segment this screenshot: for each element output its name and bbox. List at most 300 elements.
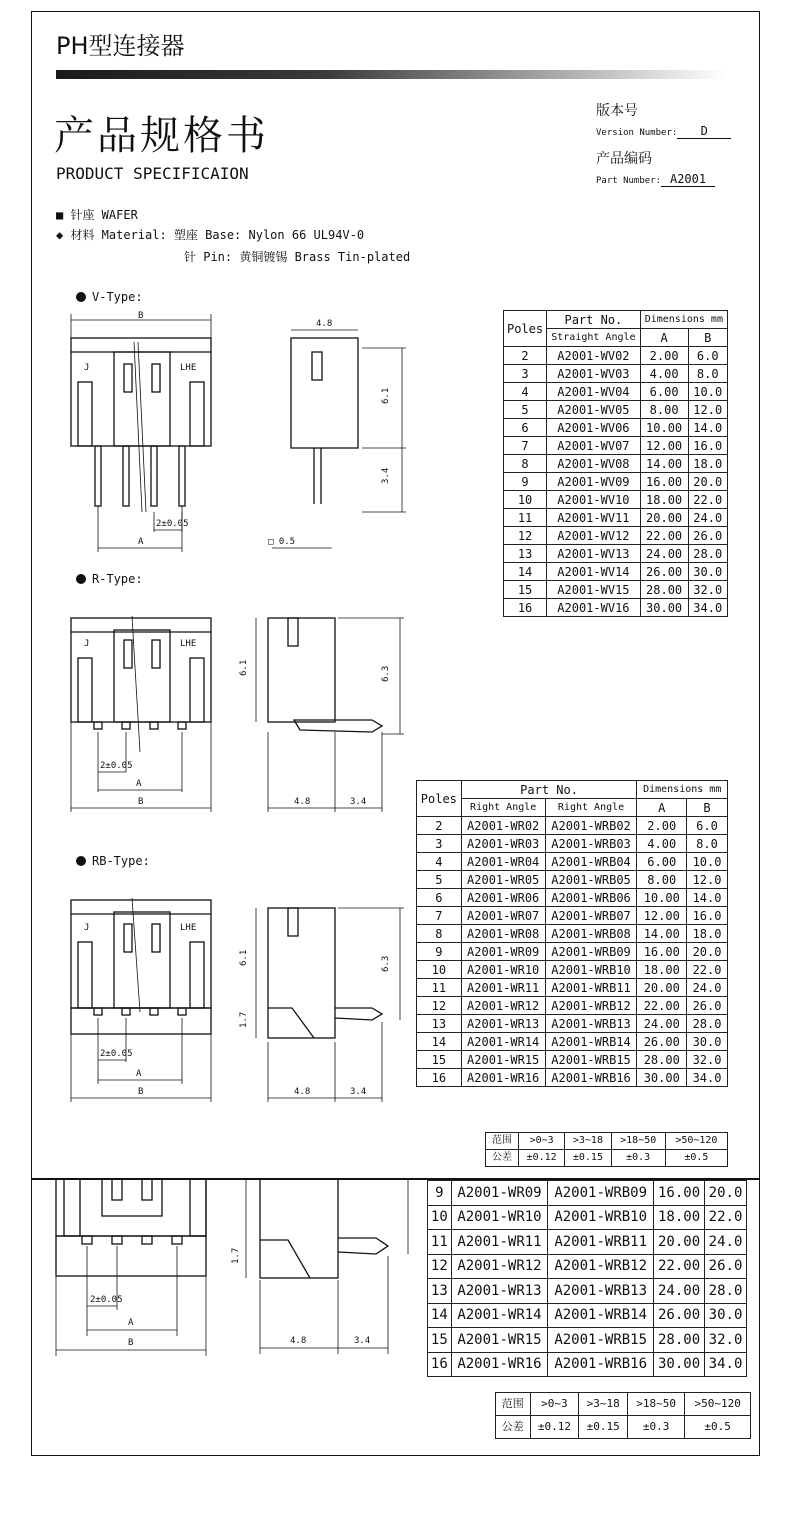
- dim-a-label: A: [138, 537, 144, 547]
- table-cell: 14: [428, 1303, 452, 1328]
- svg-text:1.7: 1.7: [239, 1011, 249, 1028]
- table-cell: 9: [504, 473, 547, 491]
- table-cell: A2001-WR12: [461, 997, 545, 1015]
- table-cell: 22.0: [688, 491, 727, 509]
- table-cell: 15: [428, 1328, 452, 1353]
- v-table-row: [504, 473, 728, 491]
- table-cell: 8.00: [640, 401, 688, 419]
- col-part-header: Part No.: [461, 781, 637, 799]
- table-cell: 14.00: [637, 925, 687, 943]
- table-cell: 16: [428, 1352, 452, 1377]
- tolerance-label-cell: 公差: [486, 1150, 519, 1167]
- table-cell: A2001-WV11: [547, 509, 641, 527]
- tolerance-cell: ±0.15: [579, 1416, 628, 1439]
- table-cell: 9: [417, 943, 462, 961]
- table-cell: A2001-WR11: [461, 979, 545, 997]
- table-cell: A2001-WV07: [547, 437, 641, 455]
- col-b-header: B: [688, 329, 727, 347]
- r-table-row: [417, 889, 728, 907]
- tolerance-cell: >50~120: [685, 1393, 751, 1416]
- table-cell: A2001-WR06: [461, 889, 545, 907]
- table-cell: 22.0: [687, 961, 728, 979]
- table-cell: A2001-WV03: [547, 365, 641, 383]
- dim-b-label: B: [138, 311, 144, 321]
- document-subtitle: PRODUCT SPECIFICAION: [56, 164, 249, 183]
- table-cell: A2001-WR14: [451, 1303, 548, 1328]
- v-table-row: [504, 401, 728, 419]
- table-cell: 10: [504, 491, 547, 509]
- table-cell: A2001-WR02: [461, 817, 545, 835]
- table-cell: 24.00: [640, 545, 688, 563]
- table-cell: 24.00: [654, 1279, 705, 1304]
- table-cell: 30.00: [640, 599, 688, 617]
- r-table-row: [417, 979, 728, 997]
- v-table-row: [504, 599, 728, 617]
- svg-text:6.1: 6.1: [239, 949, 249, 966]
- table-cell: A2001-WR08: [461, 925, 545, 943]
- table-cell: 34.0: [705, 1352, 747, 1377]
- svg-text:A: A: [128, 1318, 134, 1328]
- table-cell: 20.0: [687, 943, 728, 961]
- table-cell: 12: [428, 1254, 452, 1279]
- table-cell: 18.00: [654, 1205, 705, 1230]
- col-right-angle-b-header: Right Angle: [545, 799, 637, 817]
- table-cell: 11: [428, 1230, 452, 1255]
- table-cell: 24.0: [705, 1230, 747, 1255]
- r-table-row: [417, 997, 728, 1015]
- col-poles-header: Poles: [417, 781, 462, 817]
- table-cell: A2001-WRB10: [548, 1205, 654, 1230]
- table-cell: A2001-WV13: [547, 545, 641, 563]
- table-cell: 12.00: [637, 907, 687, 925]
- table-cell: 14: [417, 1033, 462, 1051]
- table-cell: 24.0: [687, 979, 728, 997]
- table-cell: A2001-WRB11: [548, 1230, 654, 1255]
- table-cell: A2001-WRB09: [548, 1181, 654, 1206]
- table-cell: 4: [504, 383, 547, 401]
- table-cell: 14.00: [640, 455, 688, 473]
- table-cell: A2001-WV06: [547, 419, 641, 437]
- table-cell: A2001-WRB07: [545, 907, 637, 925]
- table-cell: A2001-WRB04: [545, 853, 637, 871]
- table-cell: A2001-WRB15: [545, 1051, 637, 1069]
- svg-text:A: A: [136, 779, 142, 789]
- v-table-row: [504, 455, 728, 473]
- version-label-en: Version Number:: [596, 128, 678, 138]
- r-table-row: [417, 961, 728, 979]
- spec-material: ◆ 材料 Material: 塑座 Base: Nylon 66 UL94V-0: [56, 228, 365, 242]
- tolerance-cell: ±0.3: [611, 1150, 665, 1167]
- version-label-cn: 版本号: [596, 103, 638, 119]
- table-cell: A2001-WRB05: [545, 871, 637, 889]
- spec-sheet-main: [31, 11, 760, 1179]
- col-a-header: A: [640, 329, 688, 347]
- part-number-value: A2001: [661, 172, 715, 187]
- v-type-side-drawing: [268, 319, 406, 548]
- table-cell: A2001-WR12: [451, 1254, 548, 1279]
- table-cell: A2001-WRB09: [545, 943, 637, 961]
- part-label-en: Part Number:: [596, 176, 662, 186]
- table-cell: 18.00: [637, 961, 687, 979]
- v-table-row: [504, 383, 728, 401]
- svg-text:LHE: LHE: [180, 923, 197, 933]
- rb-type-front-drawing: [71, 898, 211, 1102]
- table-cell: A2001-WRB12: [545, 997, 637, 1015]
- tolerance-cell: >50~120: [665, 1133, 727, 1150]
- table-cell: 2: [417, 817, 462, 835]
- col-poles-header: Poles: [504, 311, 547, 347]
- table-cell: 13: [428, 1279, 452, 1304]
- table-cell: 22.00: [637, 997, 687, 1015]
- mark-j: J: [84, 363, 90, 373]
- svg-text:B: B: [128, 1338, 134, 1348]
- col-a-header: A: [637, 799, 687, 817]
- zoom-table-row: [428, 1303, 747, 1328]
- svg-text:LHE: LHE: [180, 639, 197, 649]
- section-r-type: R-Type:: [76, 572, 143, 586]
- v-type-front-drawing: [71, 311, 211, 552]
- table-cell: 10.0: [687, 853, 728, 871]
- table-cell: A2001-WR05: [461, 871, 545, 889]
- table-cell: 26.0: [688, 527, 727, 545]
- table-cell: 12: [504, 527, 547, 545]
- r-table-row: [417, 1033, 728, 1051]
- table-cell: A2001-WR07: [461, 907, 545, 925]
- table-cell: 4.00: [637, 835, 687, 853]
- table-cell: A2001-WRB12: [548, 1254, 654, 1279]
- r-table-row: [417, 1051, 728, 1069]
- table-cell: A2001-WV02: [547, 347, 641, 365]
- v-table-row: [504, 419, 728, 437]
- table-cell: 6.0: [687, 817, 728, 835]
- table-cell: 13: [504, 545, 547, 563]
- table-cell: A2001-WV10: [547, 491, 641, 509]
- table-cell: A2001-WR09: [461, 943, 545, 961]
- table-cell: 16.00: [654, 1181, 705, 1206]
- table-cell: 28.00: [637, 1051, 687, 1069]
- table-cell: 11: [417, 979, 462, 997]
- table-cell: 3: [417, 835, 462, 853]
- table-cell: 30.00: [654, 1352, 705, 1377]
- r-table-row: [417, 835, 728, 853]
- tolerance-label-cell: 范围: [486, 1133, 519, 1150]
- table-cell: 16: [417, 1069, 462, 1087]
- table-cell: A2001-WR15: [461, 1051, 545, 1069]
- table-cell: 20.0: [705, 1181, 747, 1206]
- svg-text:4.8: 4.8: [316, 319, 333, 329]
- svg-text:3.4: 3.4: [350, 797, 367, 807]
- col-part-header: Part No.: [547, 311, 641, 329]
- table-cell: 8: [417, 925, 462, 943]
- section-v-type: V-Type:: [76, 290, 143, 304]
- table-cell: 28.00: [640, 581, 688, 599]
- table-cell: 4: [417, 853, 462, 871]
- table-cell: 20.00: [654, 1230, 705, 1255]
- r-table-row: [417, 1069, 728, 1087]
- table-cell: 24.00: [637, 1015, 687, 1033]
- spec-pin: 针 Pin: 黄铜镀锡 Brass Tin-plated: [184, 250, 411, 264]
- zoom-detail-panel: [31, 1179, 760, 1456]
- svg-text:6.3: 6.3: [381, 955, 391, 972]
- table-cell: 34.0: [687, 1069, 728, 1087]
- table-cell: 10.00: [640, 419, 688, 437]
- table-cell: A2001-WR10: [451, 1205, 548, 1230]
- table-cell: A2001-WV16: [547, 599, 641, 617]
- table-cell: 18.00: [640, 491, 688, 509]
- svg-text:3.4: 3.4: [354, 1336, 371, 1346]
- table-cell: 22.00: [654, 1254, 705, 1279]
- table-cell: 28.00: [654, 1328, 705, 1353]
- r-table-row: [417, 817, 728, 835]
- r-type-table: [416, 780, 728, 1087]
- table-cell: 4.00: [640, 365, 688, 383]
- col-right-angle-header: Right Angle: [461, 799, 545, 817]
- table-cell: 16: [504, 599, 547, 617]
- table-cell: 10.0: [688, 383, 727, 401]
- svg-text:6.1: 6.1: [381, 387, 391, 404]
- svg-text:J: J: [84, 923, 90, 933]
- col-dim-header: Dimensions mm: [637, 781, 728, 799]
- tolerance-cell: ±0.12: [530, 1416, 579, 1439]
- table-cell: A2001-WR09: [451, 1181, 548, 1206]
- table-cell: A2001-WV09: [547, 473, 641, 491]
- svg-text:2±0.05: 2±0.05: [100, 761, 133, 771]
- zoom-rb-side-drawing: [231, 1179, 408, 1354]
- tolerance-cell: ±0.5: [685, 1416, 751, 1439]
- table-cell: 5: [504, 401, 547, 419]
- svg-text:3.4: 3.4: [350, 1087, 367, 1097]
- table-cell: A2001-WRB13: [548, 1279, 654, 1304]
- svg-text:2±0.05: 2±0.05: [90, 1295, 123, 1305]
- tolerance-cell: >0~3: [530, 1393, 579, 1416]
- zoom-table-row: [428, 1254, 747, 1279]
- svg-text:6.3: 6.3: [381, 665, 391, 682]
- table-cell: 10: [428, 1205, 452, 1230]
- table-cell: A2001-WRB14: [548, 1303, 654, 1328]
- table-cell: 7: [504, 437, 547, 455]
- table-cell: A2001-WRB06: [545, 889, 637, 907]
- table-cell: 5: [417, 871, 462, 889]
- table-cell: 30.0: [688, 563, 727, 581]
- table-cell: A2001-WRB13: [545, 1015, 637, 1033]
- zoom-r-type-table: [427, 1180, 747, 1377]
- table-cell: 10.00: [637, 889, 687, 907]
- table-cell: A2001-WR11: [451, 1230, 548, 1255]
- table-cell: 6: [417, 889, 462, 907]
- table-cell: 34.0: [688, 599, 727, 617]
- svg-text:1.7: 1.7: [231, 1247, 241, 1264]
- document-title: 产品规格书: [54, 113, 269, 159]
- version-value: D: [677, 124, 731, 139]
- table-cell: 22.00: [640, 527, 688, 545]
- table-cell: 9: [428, 1181, 452, 1206]
- table-cell: 16.0: [688, 437, 727, 455]
- table-cell: 28.0: [687, 1015, 728, 1033]
- table-cell: A2001-WR03: [461, 835, 545, 853]
- tolerance-cell: >18~50: [628, 1393, 685, 1416]
- table-cell: A2001-WRB02: [545, 817, 637, 835]
- table-cell: A2001-WV05: [547, 401, 641, 419]
- dim-pin-label: □ 0.5: [268, 537, 296, 547]
- table-cell: A2001-WRB10: [545, 961, 637, 979]
- zoom-table-row: [428, 1205, 747, 1230]
- table-cell: A2001-WRB03: [545, 835, 637, 853]
- tolerance-cell: ±0.5: [665, 1150, 727, 1167]
- table-cell: 10: [417, 961, 462, 979]
- col-b-header: B: [687, 799, 728, 817]
- table-cell: A2001-WV08: [547, 455, 641, 473]
- table-cell: A2001-WRB11: [545, 979, 637, 997]
- table-cell: 12: [417, 997, 462, 1015]
- table-cell: 28.0: [705, 1279, 747, 1304]
- table-cell: 8.00: [637, 871, 687, 889]
- v-table-row: [504, 581, 728, 599]
- tolerance-cell: ±0.3: [628, 1416, 685, 1439]
- table-cell: 16.0: [687, 907, 728, 925]
- v-table-row: [504, 563, 728, 581]
- table-cell: A2001-WV12: [547, 527, 641, 545]
- zoom-rb-front-drawing: [56, 1179, 206, 1356]
- table-cell: A2001-WV15: [547, 581, 641, 599]
- tolerance-value-row: [496, 1416, 751, 1439]
- zoom-table-row: [428, 1352, 747, 1377]
- table-cell: 8: [504, 455, 547, 473]
- zoom-table-row: [428, 1328, 747, 1353]
- r-table-row: [417, 907, 728, 925]
- table-cell: 12.00: [640, 437, 688, 455]
- rb-type-side-drawing: [239, 908, 404, 1102]
- zoom-table-row: [428, 1230, 747, 1255]
- table-cell: 6.00: [640, 383, 688, 401]
- table-cell: 18.0: [688, 455, 727, 473]
- table-cell: 14.0: [687, 889, 728, 907]
- tolerance-cell: ±0.15: [565, 1150, 611, 1167]
- r-type-front-drawing: [71, 616, 211, 812]
- table-cell: 15: [417, 1051, 462, 1069]
- table-cell: 2.00: [637, 817, 687, 835]
- r-table-row: [417, 853, 728, 871]
- tolerance-range-row: [486, 1133, 728, 1150]
- table-cell: 28.0: [688, 545, 727, 563]
- r-table-row: [417, 943, 728, 961]
- mark-logo: LHE: [180, 363, 197, 373]
- r-type-side-drawing: [239, 618, 404, 812]
- spec-wafer: ■ 针座 WAFER: [56, 208, 138, 222]
- zoom-table-row: [428, 1181, 747, 1206]
- table-cell: A2001-WR10: [461, 961, 545, 979]
- svg-text:4.8: 4.8: [294, 797, 311, 807]
- r-table-row: [417, 1015, 728, 1033]
- table-cell: 24.0: [688, 509, 727, 527]
- svg-text:J: J: [84, 639, 90, 649]
- svg-text:3.4: 3.4: [381, 467, 391, 484]
- table-cell: A2001-WR13: [461, 1015, 545, 1033]
- svg-text:6.1: 6.1: [239, 659, 249, 676]
- table-cell: A2001-WRB15: [548, 1328, 654, 1353]
- v-table-row: [504, 437, 728, 455]
- v-table-row: [504, 365, 728, 383]
- table-cell: 8.0: [688, 365, 727, 383]
- col-dim-header: Dimensions mm: [640, 311, 727, 329]
- table-cell: 16.00: [640, 473, 688, 491]
- table-cell: 6.00: [637, 853, 687, 871]
- table-cell: A2001-WR04: [461, 853, 545, 871]
- table-cell: 32.0: [705, 1328, 747, 1353]
- svg-text:B: B: [138, 1087, 144, 1097]
- table-cell: 14: [504, 563, 547, 581]
- table-cell: 26.0: [705, 1254, 747, 1279]
- svg-text:4.8: 4.8: [294, 1087, 311, 1097]
- table-cell: 13: [417, 1015, 462, 1033]
- section-rb-type: RB-Type:: [76, 854, 150, 868]
- table-cell: A2001-WV14: [547, 563, 641, 581]
- svg-text:B: B: [138, 797, 144, 807]
- table-cell: 32.0: [687, 1051, 728, 1069]
- table-cell: 3: [504, 365, 547, 383]
- zoom-table-row: [428, 1279, 747, 1304]
- tolerance-range-row: [496, 1393, 751, 1416]
- table-cell: 15: [504, 581, 547, 599]
- table-cell: 12.0: [687, 871, 728, 889]
- table-cell: A2001-WRB16: [548, 1352, 654, 1377]
- table-cell: 18.0: [687, 925, 728, 943]
- table-cell: 30.00: [637, 1069, 687, 1087]
- table-cell: 22.0: [705, 1205, 747, 1230]
- table-cell: 2: [504, 347, 547, 365]
- table-cell: A2001-WR14: [461, 1033, 545, 1051]
- svg-text:A: A: [136, 1069, 142, 1079]
- table-cell: A2001-WRB14: [545, 1033, 637, 1051]
- v-table-row: [504, 527, 728, 545]
- table-cell: A2001-WR15: [451, 1328, 548, 1353]
- table-cell: 26.00: [654, 1303, 705, 1328]
- tolerance-table: [485, 1132, 728, 1167]
- tolerance-cell: >3~18: [565, 1133, 611, 1150]
- table-cell: A2001-WV04: [547, 383, 641, 401]
- v-type-table: [503, 310, 728, 617]
- tolerance-cell: >3~18: [579, 1393, 628, 1416]
- tolerance-label-cell: 公差: [496, 1416, 531, 1439]
- dim-pitch-label: 2±0.05: [156, 519, 189, 529]
- tolerance-label-cell: 范围: [496, 1393, 531, 1416]
- v-table-row: [504, 545, 728, 563]
- table-cell: A2001-WR16: [461, 1069, 545, 1087]
- table-cell: 14.0: [688, 419, 727, 437]
- table-cell: A2001-WRB16: [545, 1069, 637, 1087]
- table-cell: 26.00: [637, 1033, 687, 1051]
- table-cell: 26.0: [687, 997, 728, 1015]
- v-table-row: [504, 347, 728, 365]
- table-cell: A2001-WR13: [451, 1279, 548, 1304]
- table-cell: 26.00: [640, 563, 688, 581]
- r-table-row: [417, 925, 728, 943]
- table-cell: 6.0: [688, 347, 727, 365]
- table-cell: 8.0: [687, 835, 728, 853]
- tolerance-cell: >18~50: [611, 1133, 665, 1150]
- table-cell: 20.00: [640, 509, 688, 527]
- table-cell: 7: [417, 907, 462, 925]
- connector-title: PH型连接器: [56, 32, 185, 60]
- zoom-tolerance-table: [495, 1392, 751, 1439]
- tolerance-value-row: [486, 1150, 728, 1167]
- v-table-row: [504, 491, 728, 509]
- part-label-cn: 产品编码: [596, 151, 652, 167]
- r-table-row: [417, 871, 728, 889]
- table-cell: 20.00: [637, 979, 687, 997]
- col-angle-header: Straight Angle: [547, 329, 641, 347]
- table-cell: 11: [504, 509, 547, 527]
- table-cell: 16.00: [637, 943, 687, 961]
